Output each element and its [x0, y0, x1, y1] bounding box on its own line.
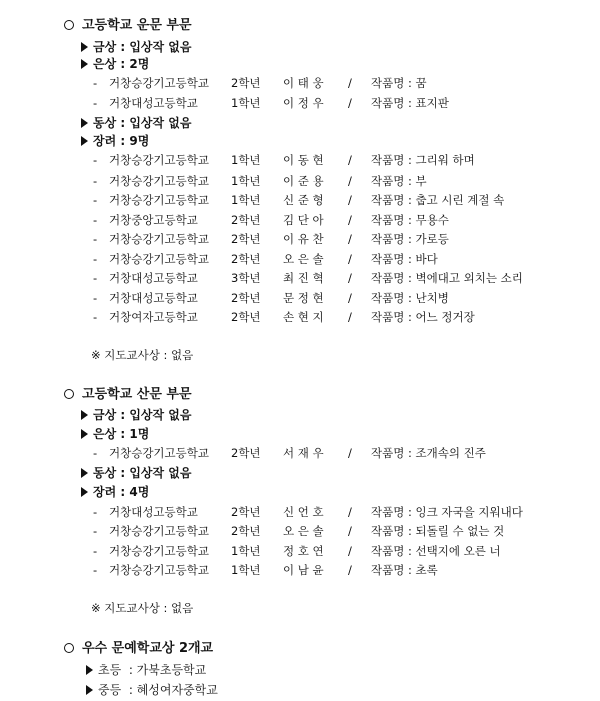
entry-work: 작품명 : 조개속의 진주 — [371, 446, 486, 460]
entry-name: 이 준 용 — [283, 174, 324, 188]
dash-bullet: - — [93, 505, 98, 519]
entry-name: 신 준 형 — [283, 193, 324, 207]
dash-bullet: - — [93, 193, 98, 207]
entry-separator: / — [348, 291, 352, 305]
dash-bullet: - — [93, 544, 98, 558]
triangle-bullet-icon — [81, 410, 88, 420]
entry-separator: / — [348, 544, 352, 558]
entry-name: 최 진 혁 — [283, 271, 324, 285]
entry-name: 서 재 우 — [283, 446, 324, 460]
entry-separator: / — [348, 310, 352, 324]
entry-separator: / — [348, 96, 352, 110]
entry-school: 거창승강기고등학교 — [109, 252, 209, 266]
entry-separator: / — [348, 232, 352, 246]
award-label: 금상 : 입상작 없음 — [93, 408, 192, 422]
entry-separator: / — [348, 505, 352, 519]
entry-work: 작품명 : 난치병 — [371, 291, 449, 305]
entry-work: 작품명 : 선택지에 오른 너 — [371, 544, 501, 558]
entry-separator: / — [348, 153, 352, 167]
entry-name: 신 언 호 — [283, 505, 324, 519]
award-label: 중등 : 혜성여자중학교 — [98, 683, 218, 697]
entry-grade: 2학년 — [231, 524, 261, 538]
section-title: 고등학교 운문 부문 — [82, 18, 192, 33]
entry-grade: 1학년 — [231, 193, 261, 207]
award-label: 장려 : 9명 — [93, 134, 150, 148]
section-title: 우수 문예학교상 2개교 — [82, 641, 214, 656]
entry-grade: 2학년 — [231, 252, 261, 266]
entry-work: 작품명 : 벽에대고 외치는 소리 — [371, 271, 523, 285]
circle-bullet-icon — [64, 389, 74, 399]
entry-work: 작품명 : 무용수 — [371, 213, 449, 227]
award-label: 동상 : 입상작 없음 — [93, 466, 192, 480]
section-title: 고등학교 산문 부문 — [82, 387, 192, 402]
entry-school: 거창승강기고등학교 — [109, 153, 209, 167]
entry-work: 작품명 : 부 — [371, 174, 427, 188]
award-label: 금상 : 입상작 없음 — [93, 40, 192, 54]
entry-name: 오 은 솔 — [283, 252, 324, 266]
entry-grade: 2학년 — [231, 232, 261, 246]
entry-name: 이 정 우 — [283, 96, 324, 110]
entry-work: 작품명 : 그리워 하며 — [371, 153, 475, 167]
triangle-bullet-icon — [81, 42, 88, 52]
entry-school: 거창승강기고등학교 — [109, 76, 209, 90]
entry-grade: 3학년 — [231, 271, 261, 285]
entry-work: 작품명 : 어느 정거장 — [371, 310, 475, 324]
entry-school: 거창승강기고등학교 — [109, 524, 209, 538]
triangle-bullet-icon — [81, 136, 88, 146]
entry-grade: 1학년 — [231, 153, 261, 167]
entry-work: 작품명 : 꿈 — [371, 76, 427, 90]
award-label: 동상 : 입상작 없음 — [93, 116, 192, 130]
entry-work: 작품명 : 바다 — [371, 252, 438, 266]
dash-bullet: - — [93, 213, 98, 227]
entry-work: 작품명 : 되돌릴 수 없는 것 — [371, 524, 505, 538]
entry-name: 문 정 현 — [283, 291, 324, 305]
entry-grade: 1학년 — [231, 544, 261, 558]
dash-bullet: - — [93, 271, 98, 285]
entry-school: 거창승강기고등학교 — [109, 446, 209, 460]
entry-separator: / — [348, 213, 352, 227]
dash-bullet: - — [93, 174, 98, 188]
note-text: ※ 지도교사상 : 없음 — [91, 348, 194, 362]
entry-separator: / — [348, 563, 352, 577]
triangle-bullet-icon — [81, 59, 88, 69]
dash-bullet: - — [93, 153, 98, 167]
triangle-bullet-icon — [86, 685, 93, 695]
dash-bullet: - — [93, 291, 98, 305]
entry-school: 거창대성고등학교 — [109, 505, 198, 519]
dash-bullet: - — [93, 252, 98, 266]
entry-school: 거창대성고등학교 — [109, 96, 198, 110]
entry-school: 거창승강기고등학교 — [109, 193, 209, 207]
entry-school: 거창대성고등학교 — [109, 291, 198, 305]
dash-bullet: - — [93, 310, 98, 324]
entry-name: 정 호 연 — [283, 544, 324, 558]
dash-bullet: - — [93, 96, 98, 110]
entry-work: 작품명 : 가로등 — [371, 232, 449, 246]
triangle-bullet-icon — [81, 468, 88, 478]
entry-grade: 1학년 — [231, 96, 261, 110]
entry-school: 거창승강기고등학교 — [109, 563, 209, 577]
entry-separator: / — [348, 193, 352, 207]
entry-school: 거창승강기고등학교 — [109, 544, 209, 558]
circle-bullet-icon — [64, 643, 74, 653]
entry-name: 이 유 찬 — [283, 232, 324, 246]
entry-separator: / — [348, 252, 352, 266]
entry-grade: 2학년 — [231, 310, 261, 324]
entry-grade: 2학년 — [231, 213, 261, 227]
entry-school: 거창중앙고등학교 — [109, 213, 198, 227]
triangle-bullet-icon — [86, 665, 93, 675]
entry-separator: / — [348, 446, 352, 460]
dash-bullet: - — [93, 232, 98, 246]
entry-name: 김 단 아 — [283, 213, 324, 227]
entry-grade: 2학년 — [231, 76, 261, 90]
entry-name: 이 동 현 — [283, 153, 324, 167]
entry-separator: / — [348, 524, 352, 538]
entry-name: 이 남 윤 — [283, 563, 324, 577]
entry-school: 거창대성고등학교 — [109, 271, 198, 285]
entry-work: 작품명 : 잉크 자국을 지워내다 — [371, 505, 523, 519]
entry-grade: 1학년 — [231, 174, 261, 188]
award-label: 장려 : 4명 — [93, 485, 150, 499]
dash-bullet: - — [93, 76, 98, 90]
entry-separator: / — [348, 271, 352, 285]
triangle-bullet-icon — [81, 118, 88, 128]
entry-work: 작품명 : 초록 — [371, 563, 438, 577]
triangle-bullet-icon — [81, 487, 88, 497]
entry-school: 거창승강기고등학교 — [109, 232, 209, 246]
entry-work: 작품명 : 표지판 — [371, 96, 449, 110]
entry-school: 거창승강기고등학교 — [109, 174, 209, 188]
entry-grade: 2학년 — [231, 505, 261, 519]
entry-name: 손 현 지 — [283, 310, 324, 324]
entry-work: 작품명 : 춥고 시린 계절 속 — [371, 193, 505, 207]
entry-separator: / — [348, 76, 352, 90]
dash-bullet: - — [93, 446, 98, 460]
note-text: ※ 지도교사상 : 없음 — [91, 601, 194, 615]
entry-grade: 1학년 — [231, 563, 261, 577]
award-label: 초등 : 가북초등학교 — [98, 663, 207, 677]
entry-name: 이 태 웅 — [283, 76, 324, 90]
entry-grade: 2학년 — [231, 291, 261, 305]
dash-bullet: - — [93, 563, 98, 577]
entry-grade: 2학년 — [231, 446, 261, 460]
circle-bullet-icon — [64, 20, 74, 30]
dash-bullet: - — [93, 524, 98, 538]
triangle-bullet-icon — [81, 429, 88, 439]
award-label: 은상 : 2명 — [93, 57, 150, 71]
entry-separator: / — [348, 174, 352, 188]
entry-school: 거창여자고등학교 — [109, 310, 198, 324]
award-label: 은상 : 1명 — [93, 427, 150, 441]
entry-name: 오 은 솔 — [283, 524, 324, 538]
